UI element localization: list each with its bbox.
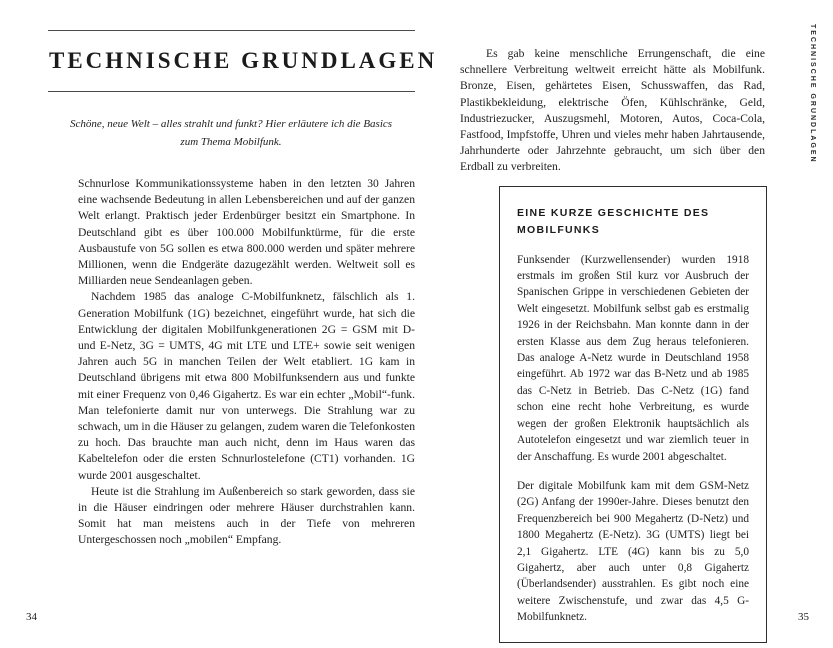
body-paragraph: Heute ist die Strahlung im Außenbereich so stark geworden, dass sie in die Häuser eindringen oder mehrere Häuser durchstrahlen kann. Somit hat man meistens auch in der Tiefe von mehreren Untergeschossen noch „mobilen“ Empfang. <box>78 484 415 547</box>
chapter-subtitle: Schöne, neue Welt – alles strahlt und funkt? Hier erläutere ich die Basics zum Thema Mobilfunk. <box>69 118 393 149</box>
page-number-left: 34 <box>26 611 37 623</box>
chapter-label-vertical: TECHNISCHE GRUNDLAGEN <box>809 24 816 164</box>
intro-paragraph: Es gab keine menschliche Errungenschaft, die eine schnellere Verbreitung weltweit erreicht hätte als Mobilfunk. Bronze, Eisen, gehärtetes Eisen, Schusswaffen, das Rad, Plastikbekleidung, elektrische Öfen, Kühlschränke, Geld, Industriezucker, Auszugsmehl, Motoren, Autos, Coca-Cola, Fastfood, Impfstoffe, Uhren und vieles mehr haben Jahrtausende, Jahrhunderte oder Jahrzehnte gebraucht, um sich über den Erdball zu verbreiten. <box>460 47 765 174</box>
body-text-column <box>78 176 415 549</box>
info-box-heading: EINE KURZE GESCHICHTE DES MOBILFUNKS <box>517 207 710 237</box>
page-title: TECHNISCHE GRUNDLAGEN <box>49 48 438 73</box>
body-paragraph: Schnurlose Kommunikationssysteme haben in den letzten 30 Jahren eine wachsende Bedeutung in allen Lebensbereichen und auf der ganzen Welt erlangt. Praktisch jeder Erdenbürger besitzt ein Smartphone. In Deutschland gibt es über 100.000 Mobilfunktürme, für die erste Ausbaustufe von 5G sollen es etwa 800.000 werden und später mehrere Millionen, wenn die Endgeräte dazugezählt werden. Weltweit soll es Milliarden neue Sendeanlagen geben. <box>78 177 415 288</box>
chapter-header <box>48 30 438 92</box>
page-number-right: 35 <box>798 611 809 623</box>
info-box-paragraph: Funksender (Kurzwellensender) wurden 1918 erstmals im großen Stil kurz vor Ausbruch der Spanischen Grippe in verschiedenen Gebieten der Welt eingesetzt. Mobilfunk selbst gab es erstmalig 1926 in der Reichsbahn. Man konnte dann in der ersten Klasse aus dem Zug heraus telefonieren. Das analoge A-Netz wurde in Deutschland 1958 eingeführt. Ab 1972 war das B-Netz und ab 1985 das C-Netz in Betrieb. Das C-Netz (1G) fand schon eine recht hohe Verbreitung, es wurde wegen der großen Elektronik hauptsächlich als Autotelefon eingesetzt und war ziemlich teuer in der Anschaffung. Es wurde 2001 abgeschaltet. <box>517 253 749 463</box>
title-rule-top <box>48 30 415 31</box>
info-box-paragraph: Der digitale Mobilfunk kam mit dem GSM-Netz (2G) Anfang der 1990er-Jahre. Dieses benutzt den Frequenzbereich bei 900 Megahertz (D-Netz) und 1800 Megahertz (E-Netz). 3G (UMTS) liegt bei 2,1 Gigahertz. LTE (4G) kann bis zu 5,0 Gigahertz, aber auch unter 0,8 Gigahertz (Überlandsender) ausstrahlen. Es gibt noch eine weitere Zwischenstufe, und zwar das 4,5 G-Mobilfunknetz. <box>517 479 749 624</box>
title-rule-bottom <box>48 91 415 92</box>
body-paragraph: Nachdem 1985 das analoge C-Mobilfunknetz, fälschlich als 1. Generation Mobilfunk (1G) bezeichnet, eingeführt wurde, hat sich die Entwicklung der digitalen Mobilfunkgenerationen 2G = GSM mit D- und E-Netz, 3G = UMTS, 4G mit LTE und LTE+ sowie seit wenigen Jahren auch 5G in manchen Teilen der Welt etabliert. 1G kam in Deutschland übrigens mit etwa 800 Mobilfunksendern aus und funkte mit einer Frequenz von 0,46 Gigahertz. Es war ein echter „Mobil“-funk. Man telefonierte damit nur von unterwegs. Die Strahlung war zu schwach, um in die Häuser zu gelangen, zudem waren die Telefonkosten zu hoch. Das brauchte man auch nicht, denn im Haus waren das Kabeltelefon oder die ersten Schnurlostelefone (CT1) vorhanden. 1G wurde 2001 ausgeschaltet. <box>78 290 416 482</box>
info-box <box>499 186 767 643</box>
